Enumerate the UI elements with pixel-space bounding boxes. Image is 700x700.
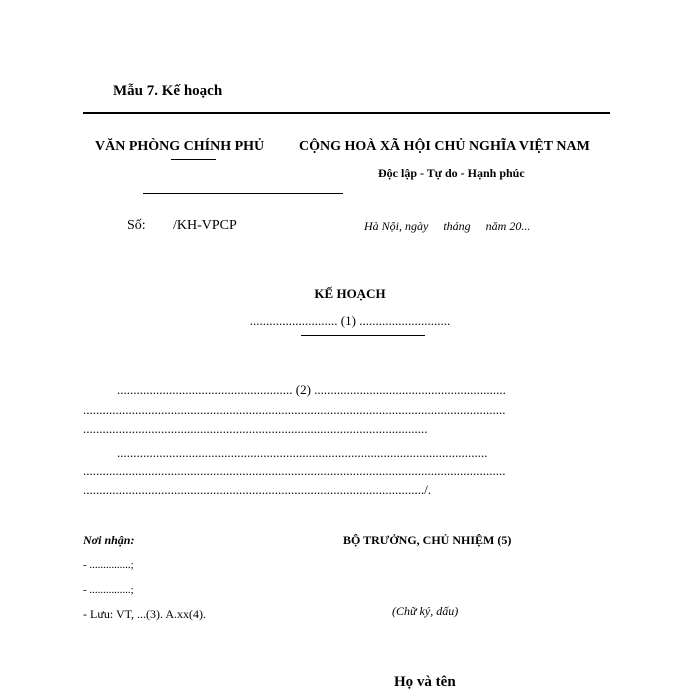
place-date: Hà Nội, ngày tháng năm 20... (364, 219, 531, 233)
signature-note: (Chữ ký, dấu) (392, 604, 459, 618)
document-number-suffix: /KH-VPCP (173, 218, 237, 233)
national-title: CỘNG HOÀ XÃ HỘI CHỦ NGHĨA VIỆT NAM (299, 139, 590, 154)
document-type: KẾ HOẠCH (314, 286, 386, 301)
signatory-name-label: Họ và tên (394, 674, 456, 690)
recipient-item: - ...............; (83, 584, 134, 596)
body-paragraph-1-line-2: .................................................................................................................................. (83, 402, 506, 417)
body-paragraph-1-line-3: .......................................................................................................... (83, 421, 428, 436)
agency-name: VĂN PHÒNG CHÍNH PHỦ (95, 139, 265, 154)
body-paragraph-1-line-1: ...................................................... (2) ........................................................... (117, 382, 506, 397)
recipient-archive: - Lưu: VT, ...(3). A.xx(4). (83, 607, 207, 621)
form-label: Mẫu 7. Kế hoạch (113, 83, 223, 99)
header-rule (83, 112, 610, 114)
body-paragraph-2-line-1: .................................................................................................................. (117, 445, 488, 460)
body-paragraph-2-line-3: ........................................................................................................./. (83, 482, 432, 497)
body-paragraph-2-line-2: .................................................................................................................................. (83, 463, 506, 478)
signatory-title: BỘ TRƯỞNG, CHỦ NHIỆM (5) (343, 533, 512, 547)
document-subject: ........................... (1) ............................ (249, 313, 451, 328)
motto-underline (143, 193, 343, 194)
agency-underline (171, 159, 216, 160)
document-number-label: Số: (127, 218, 146, 233)
subject-underline (301, 335, 425, 336)
national-motto: Độc lập - Tự do - Hạnh phúc (378, 166, 525, 180)
recipients-label: Nơi nhận: (83, 533, 135, 547)
recipient-item: - ...............; (83, 559, 134, 571)
